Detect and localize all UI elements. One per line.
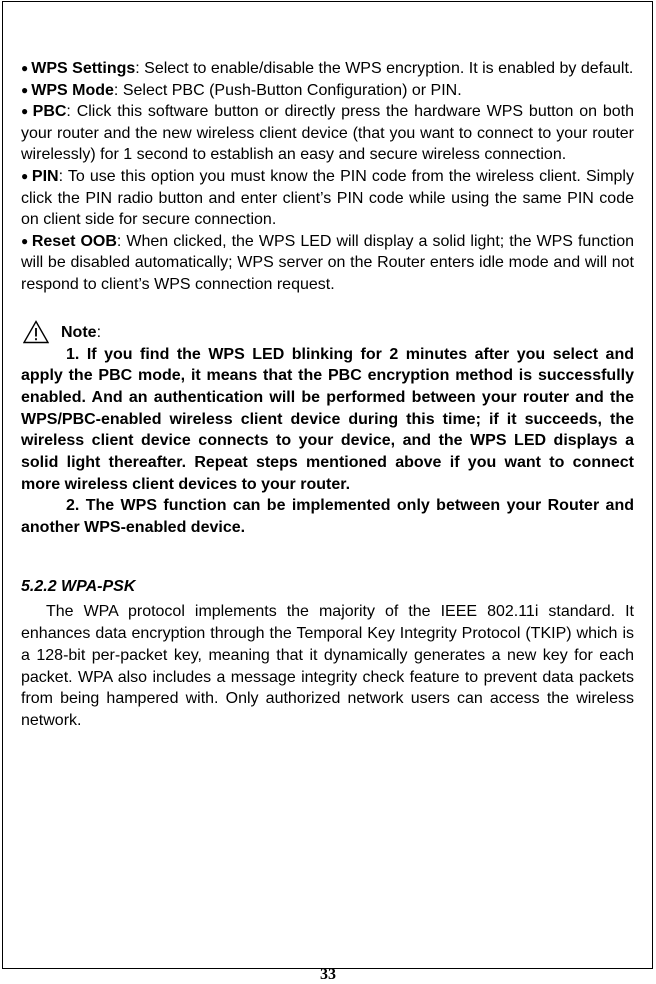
bullet-term: WPS Settings xyxy=(31,60,136,77)
bullet-dot: ● xyxy=(21,82,29,97)
bullet-term: Reset OOB xyxy=(31,232,117,250)
bullet-text: : Click this software button or directly press the hardware WPS button on both your router and the new wireless client device (that you want to connect to your router wirelessly) for 1 second to establish an easy and secure wireless connection. xyxy=(21,103,635,164)
bullet-text: : Select PBC (Push-Button Configuration) or PIN. xyxy=(113,81,462,99)
section-title: 5.2.2 WPA-PSK xyxy=(21,577,136,595)
bullet-wps-mode xyxy=(21,80,634,102)
warning-icon xyxy=(23,320,49,344)
bullet-wps-settings xyxy=(21,58,634,80)
bullet-dot: ● xyxy=(21,61,29,75)
note-item: 1. If you find the WPS LED blinking for 2 minutes after you select and apply the PBC mode, it means that the PBC encryption method is successfully enabled. And an authentication will be performed between your router and the WPS/PBC-enabled wireless client device during this time; if it succeeds, the wireless client device connects to your device, and the WPS LED displays a solid light thereafter. Repeat steps mentioned above if you want to connect more wireless client devices to your router. xyxy=(21,345,634,493)
bullet-text: : To use this option you must know the PIN code from the wireless client. Simply click the PIN radio button and enter client’s PIN code while using the same PIN code on client side for secure connection. xyxy=(21,167,634,229)
page-number: 33 xyxy=(320,966,336,983)
bullet-text: : Select to enable/disable the WPS encryption. It is enabled by default. xyxy=(135,60,634,77)
bullet-dot: ● xyxy=(21,168,29,183)
note-item: 2. The WPS function can be implemented only between your Router and another WPS-enabled device. xyxy=(21,497,634,537)
note-colon: : xyxy=(96,323,102,341)
note-header xyxy=(21,318,634,344)
bullet-dot: ● xyxy=(21,104,30,119)
note-label: Note xyxy=(61,323,97,341)
bullet-pin xyxy=(21,166,634,231)
page-content xyxy=(21,58,634,732)
bullet-text: : When clicked, the WPS LED will display a solid light; the WPS function will be disabled automatically; WPS server on the Router enters idle mode and will not respond to client’s WPS connection request. xyxy=(21,232,635,293)
bullet-dot: ● xyxy=(21,233,29,248)
bullet-term: PBC xyxy=(32,103,67,121)
bullet-pbc xyxy=(21,101,634,166)
section-body: The WPA protocol implements the majority of the IEEE 802.11i standard. It enhances data encryption through the Temporal Key Integrity Protocol (TKIP) which is a 128-bit per-packet key, meaning that it dynamically generates a new key for each packet. WPA also includes a message integrity check feature to prevent data packets from being hampered with. Only authorized network users can access the wireless network. xyxy=(21,603,634,729)
bullet-reset-oob xyxy=(21,231,634,296)
bullet-term: PIN xyxy=(31,167,59,185)
bullet-term: WPS Mode xyxy=(31,81,114,99)
note-block xyxy=(21,318,634,539)
